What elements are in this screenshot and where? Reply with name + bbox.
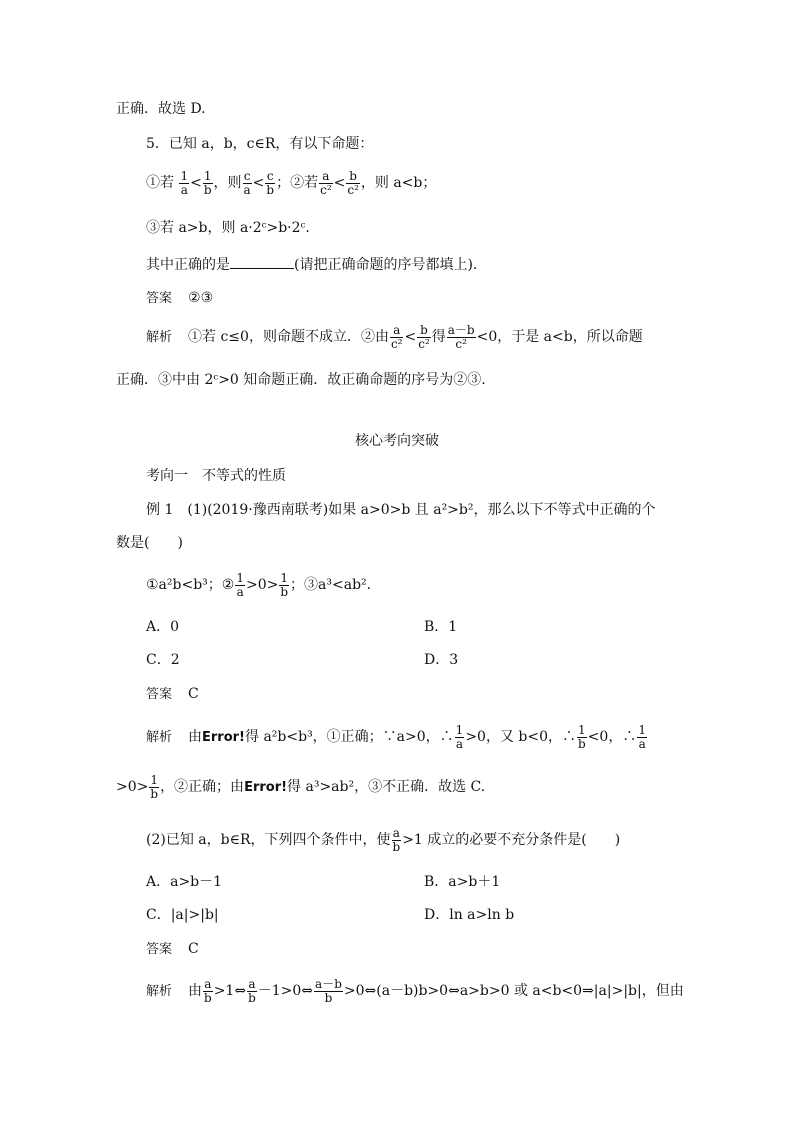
answer-blank <box>230 254 294 269</box>
option-b-2: B．a>b＋1 <box>424 874 501 890</box>
option-b-1: B．1 <box>424 619 458 635</box>
option-a-1: A．0 <box>146 619 180 635</box>
frac-1-over-a: $\frac{1}{a}$ <box>638 722 646 751</box>
example-1-answer: 答案 C <box>146 686 199 702</box>
line-conclusion-prev: 正确．故选 D. <box>116 101 206 117</box>
frac-b-over-c2: $\frac{b}{\text{c²}}$ <box>418 322 430 351</box>
q5-proposition-3: ③若 a>b，则 a·2ᶜ>b·2ᶜ. <box>146 220 310 236</box>
frac-c-over-a: $\frac{c}{a}$ <box>243 168 251 197</box>
frac-a-over-b: $\frac{a}{b}$ <box>204 976 212 1005</box>
section-title: 核心考向突破 <box>355 433 439 449</box>
frac-a-minus-b-over-b: $\frac{a-b}{b}$ <box>315 976 342 1005</box>
frac-a-over-b: $\frac{a}{b}$ <box>248 976 256 1005</box>
example-1-analysis-line-1: 解析 由Error!得 a²b<b³，①正确；∵a>0，∴ $\frac{1}{a}$ >0，又 b<0，∴ $\frac{1}{b}$ <0，∴ $\frac{1}{a}$ <box>146 722 646 751</box>
q5-question: 其中正确的是 (请把正确命题的序号都填上)． <box>146 254 487 275</box>
example-1-stem-cont: 数是( ) <box>116 535 183 551</box>
q5-answer: 答案 ②③ <box>146 290 214 306</box>
frac-1-over-b: $\frac{1}{b}$ <box>578 722 586 751</box>
frac-a-over-c2: $\frac{a}{\text{c²}}$ <box>320 168 332 197</box>
example-2-analysis-line-1: 解析 由 $\frac{a}{b}$ >1⇔ $\frac{a}{b}$ －1>0⇔ $\frac{a-b}{b}$ >0⇔(a－b)b>0⇔a>b>0 或 a<b<0⇒|a|>|b|，但由 <box>146 976 684 1005</box>
q5-analysis-line-2: 正确．③中由 2ᶜ>0 知命题正确．故正确命题的序号为②③. <box>116 372 486 388</box>
example-2-stem: (2)已知 a，b∈R，下列四个条件中，使 $\frac{a}{b}$ >1 成立的必要不充分条件是( ) <box>146 825 621 854</box>
q5-intro: 5．已知 a，b，c∈R，有以下命题： <box>146 136 374 152</box>
frac-a-over-c2: $\frac{a}{\text{c²}}$ <box>390 322 403 351</box>
option-a-2: A．a>b－1 <box>146 874 223 890</box>
example-1-items: ①a²b<b³；② $\frac{1}{a}$ >0> $\frac{1}{b}$ ；③a³<ab². <box>146 570 372 599</box>
frac-b-over-c2: $\frac{b}{\text{c²}}$ <box>347 168 359 197</box>
example-1-analysis-line-2: >0> $\frac{1}{b}$ ，②正确；由Error!得 a³>ab²，③不正确．故选 C. <box>116 772 486 801</box>
frac-a-over-b: $\frac{a}{b}$ <box>392 825 401 854</box>
option-d-1: D．3 <box>424 652 459 668</box>
example-2-answer: 答案 C <box>146 941 199 957</box>
frac-1-over-a: $\frac{1}{a}$ <box>455 722 464 751</box>
option-c-1: C．2 <box>146 652 180 668</box>
q5-propositions-1-2: ①若 $\frac{1}{a}$ < $\frac{1}{b}$ ，则 $\frac{c}{a}$ < $\frac{c}{b}$ ；②若 $\frac{a}{\text{c²}}$ < $\frac{b}{\text{c²}}$ ，则 a<b； <box>146 168 437 197</box>
frac-1-over-b: $\frac{1}{b}$ <box>280 570 289 599</box>
frac-a-minus-b-over-c2: $\frac{a-b}{\text{c²}}$ <box>447 322 475 351</box>
option-c-2: C．|a|>|b| <box>146 907 219 923</box>
frac-1-over-b: $\frac{1}{b}$ <box>150 772 159 801</box>
q5-analysis-line-1: 解析 ①若 c≤0，则命题不成立．②由 $\frac{a}{\text{c²}}$ < $\frac{b}{\text{c²}}$ 得 $\frac{a-b}{\text{c²}}$ <0，于是 a<b，所以命题 <box>146 322 643 351</box>
topic-title: 考向一 不等式的性质 <box>146 468 286 484</box>
option-d-2: D．ln a>ln b <box>424 907 515 923</box>
example-1-stem: 例 1 (1)(2019·豫西南联考)如果 a>0>b 且 a²>b²，那么以下不等式中正确的个 <box>146 502 656 518</box>
frac-1-over-b: $\frac{1}{b}$ <box>203 168 212 197</box>
frac-1-over-a: $\frac{1}{a}$ <box>180 168 189 197</box>
frac-c-over-b: $\frac{c}{b}$ <box>266 168 275 197</box>
frac-1-over-a: $\frac{1}{a}$ <box>236 570 244 599</box>
